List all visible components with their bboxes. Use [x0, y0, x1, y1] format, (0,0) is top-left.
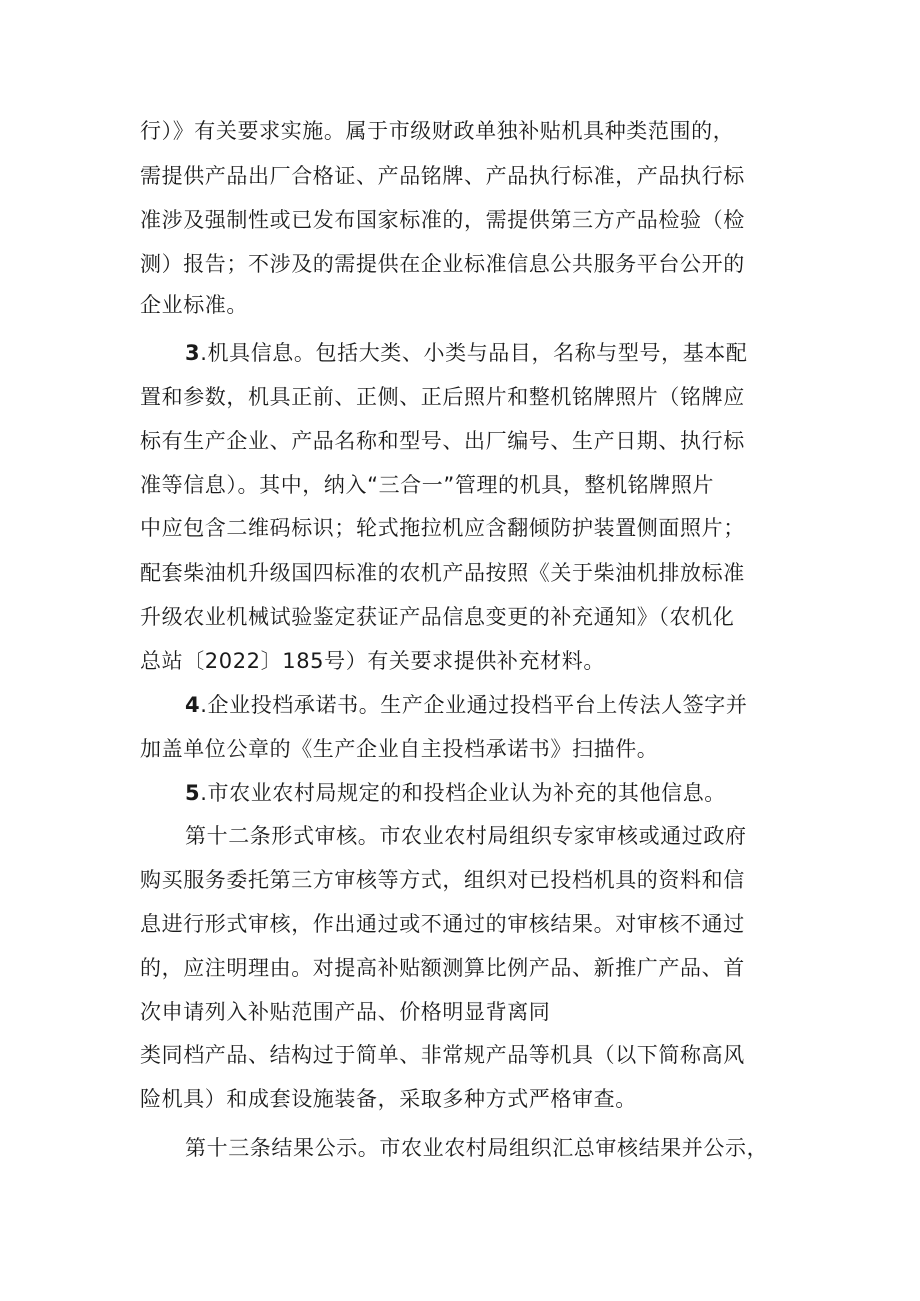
list-item-5: 5.市农业农村局规定的和投档企业认为补充的其他信息。 [185, 781, 726, 805]
list-number: 4 [185, 693, 201, 717]
text-line: 测）报告；不涉及的需提供在企业标准信息公共服务平台公开的 [140, 252, 745, 276]
list-number: 3 [185, 341, 201, 365]
text-line: 购买服务委托第三方审核等方式，组织对已投档机具的资料和信 [140, 868, 745, 892]
text-line: 准等信息）。其中，纳入“三合一”管理的机具，整机铭牌照片 [140, 473, 715, 497]
text-line: 行）》有关要求实施。属于市级财政单独补贴机具种类范围的， [140, 119, 735, 143]
text-line: 配套柴油机升级国四标准的农机产品按照《关于柴油机排放标准 [140, 561, 745, 585]
text-line: 次申请列入补贴范围产品、价格明显背离同 [140, 1000, 551, 1024]
list-number: 5 [185, 781, 201, 805]
article-13-heading-line: 第十三条结果公示。市农业农村局组织汇总审核结果并公示， [185, 1136, 769, 1160]
text-line: 中应包含二维码标识；轮式拖拉机应含翻倾防护装置侧面照片； [140, 516, 745, 540]
text-line: 息进行形式审核，作出通过或不通过的审核结果。对审核不通过 [140, 912, 745, 936]
text-line: 的，应注明理由。对提高补贴额测算比例产品、新推广产品、首 [140, 956, 745, 980]
text-line: 置和参数，机具正前、正侧、正后照片和整机铭牌照片（铭牌应 [140, 385, 745, 409]
text-line: 企业标准。 [140, 293, 248, 317]
text-line: 加盖单位公章的《生产企业自主投档承诺书》扫描件。 [140, 737, 659, 761]
text-line: 需提供产品出厂合格证、产品铭牌、产品执行标准，产品执行标 [140, 164, 745, 188]
text-line: 升级农业机械试验鉴定获证产品信息变更的补充通知》（农机化 [140, 605, 735, 629]
text-line: 类同档产品、结构过于简单、非常规产品等机具（以下简称高风 [140, 1043, 745, 1067]
list-item-4: 4.企业投档承诺书。生产企业通过投档平台上传法人签字并 [185, 693, 748, 717]
article-12-heading-line: 第十二条形式审核。市农业农村局组织专家审核或通过政府 [185, 824, 747, 848]
text-line: 标有生产企业、产品名称和型号、出厂编号、生产日期、执行标 [140, 429, 745, 453]
text-line: 险机具）和成套设施装备，采取多种方式严格审查。 [140, 1087, 637, 1111]
list-item-3: 3.机具信息。包括大类、小类与品目，名称与型号，基本配 [185, 341, 748, 365]
text-line: 准涉及强制性或已发布国家标准的，需提供第三方产品检验（检 [140, 208, 745, 232]
text-line: 总站〔2022〕185号）有关要求提供补充材料。 [140, 649, 605, 673]
